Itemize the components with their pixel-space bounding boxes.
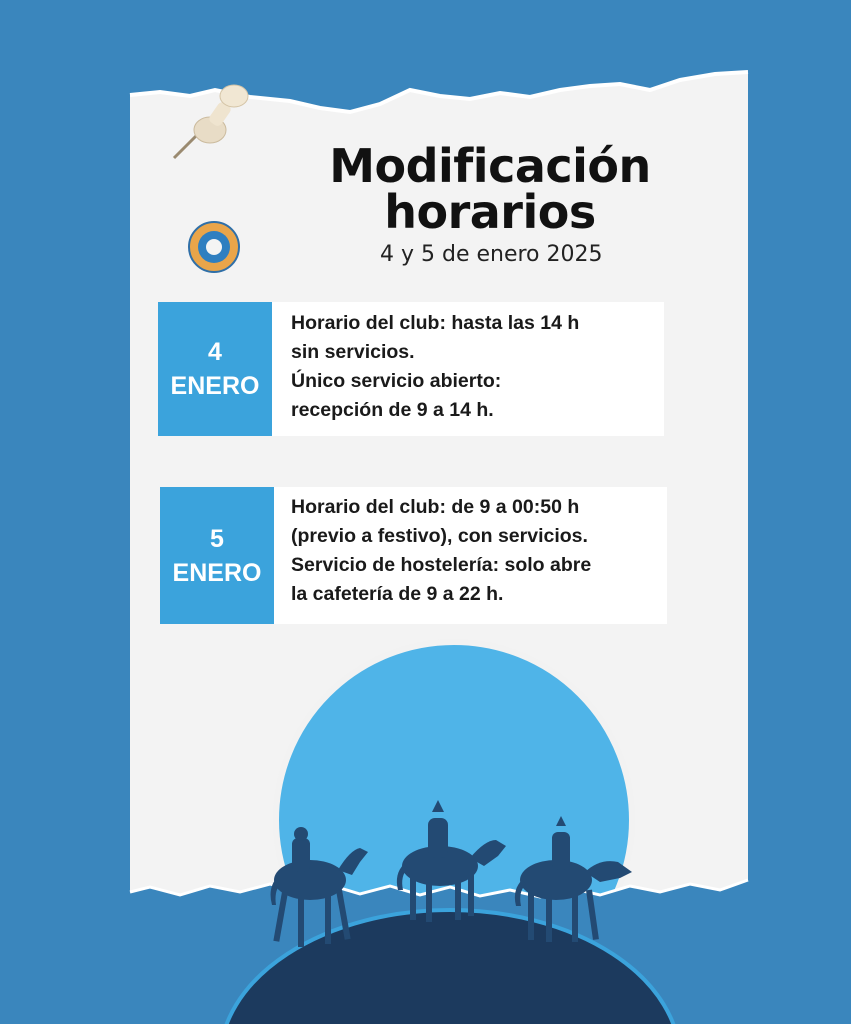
schedule-line: Horario del club: de 9 a 00:50 h: [291, 496, 580, 518]
schedule-line: Horario del club: hasta las 14 h: [291, 312, 580, 334]
page-subtitle: 4 y 5 de enero 2025: [380, 242, 603, 267]
schedule-line: Servicio de hostelería: solo abre: [291, 554, 592, 576]
date-month-1: ENERO: [170, 372, 260, 400]
date-day-1: 4: [208, 338, 222, 366]
schedule-line: la cafetería de 9 a 22 h.: [291, 583, 504, 605]
schedule-line: sin servicios.: [291, 341, 415, 363]
schedule-line: Único servicio abierto:: [291, 370, 502, 392]
schedule-line: recepción de 9 a 14 h.: [291, 399, 494, 421]
title-line-2: horarios: [384, 185, 596, 239]
date-day-2: 5: [210, 524, 224, 553]
date-month-2: ENERO: [172, 558, 262, 587]
title-line-1: Modificación: [329, 139, 651, 193]
schedule-line: (previo a festivo), con servicios.: [291, 525, 588, 547]
